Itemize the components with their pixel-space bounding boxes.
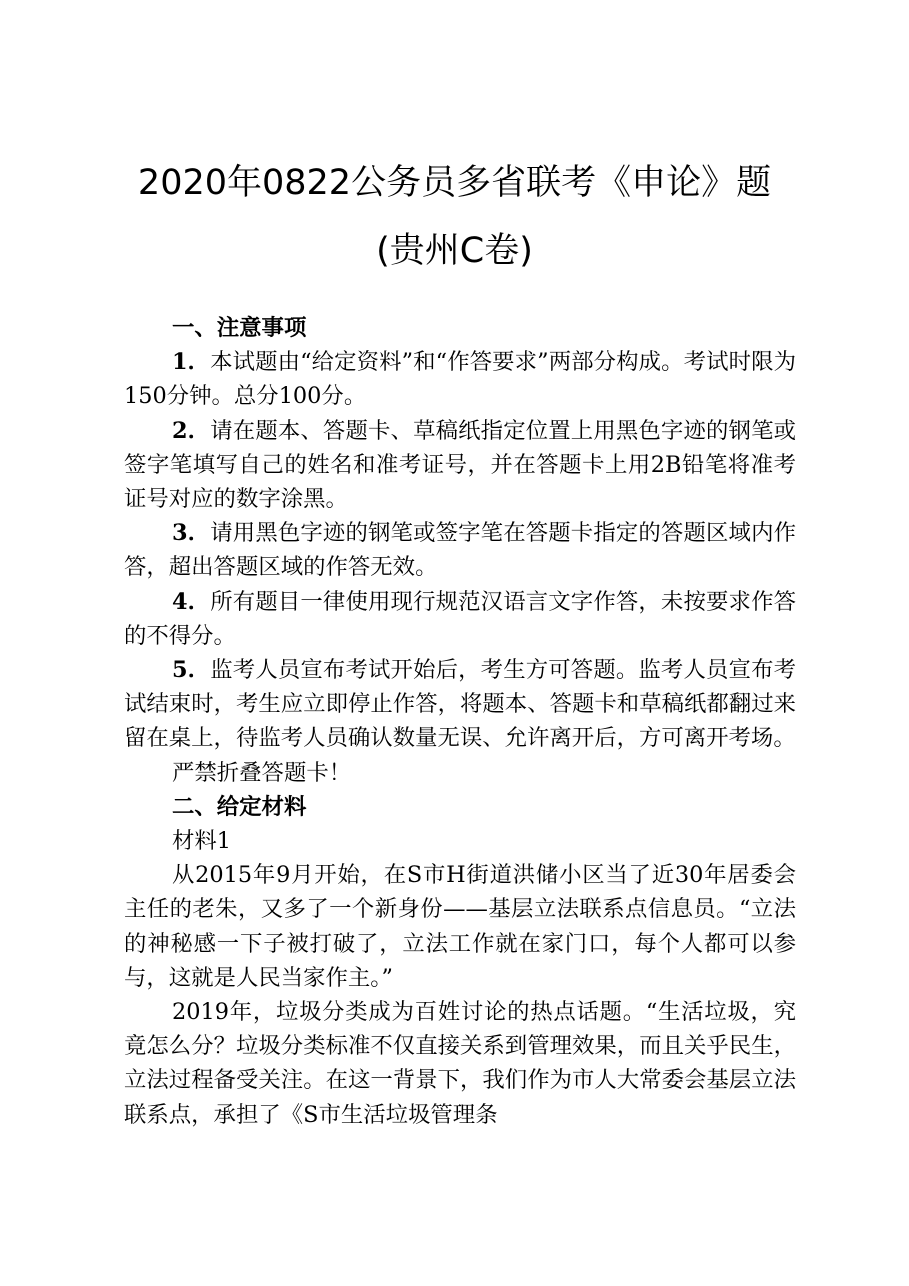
notice-text: 监考人员宣布考试开始后，考生方可答题。监考人员宣布考试结束时，考生应立即停止作答，将题本、答题卡和草稿纸都翻过来留在桌上，待监考人员确认数量无误、允许离开后，方可离开考场。: [124, 657, 796, 752]
notice-item-4: [124, 585, 796, 653]
section-heading-notes: 一、注意事项: [172, 315, 307, 341]
notice-text: 请用黑色字迹的钢笔或签字笔在答题卡指定的答题区域内作答，超出答题区域的作答无效。: [124, 520, 796, 581]
document-subtitle: (贵州C卷): [376, 231, 533, 271]
notice-number: 4．: [172, 588, 211, 615]
section-heading-materials: 二、给定材料: [172, 793, 307, 820]
notice-item-2: [124, 414, 796, 517]
warning-text: 严禁折叠答题卡！: [172, 759, 352, 786]
notice-text: 请在题本、答题卡、草稿纸指定位置上用黑色字迹的钢笔或签字笔填写自己的姓名和准考证号，并在答题卡上用2B铅笔将准考证号对应的数字涂黑。: [124, 417, 796, 513]
document-title: 2020年0822公务员多省联考《申论》题: [137, 163, 772, 203]
notice-text: 本试题由“给定资料”和“作答要求”两部分构成。考试时限为150分钟。总分100分。: [124, 349, 796, 410]
notice-item-5: [124, 653, 796, 756]
material-label: 材料1: [172, 828, 232, 855]
document-body: [124, 311, 796, 1132]
notice-item-1: [124, 345, 796, 413]
notice-item-3: [124, 516, 796, 584]
notice-number: 1．: [172, 349, 211, 376]
notice-number: 3．: [172, 520, 211, 547]
notice-number: 2．: [172, 417, 211, 444]
material-paragraph: 从2015年9月开始，在S市H街道洪储小区当了近30年居委会主任的老朱，又多了一个新身份——基层立法联系点信息员。“立法的神秘感一下子被打破了，立法工作就在家门口，每个人都可以参与，这就是人民当家作主。”: [124, 862, 796, 991]
notice-text: 所有题目一律使用现行规范汉语言文字作答，未按要求作答的不得分。: [124, 588, 796, 649]
material-paragraph: 2019年，垃圾分类成为百姓讨论的热点话题。“生活垃圾，究竟怎么分？垃圾分类标准不仅直接关系到管理效果，而且关乎民生，立法过程备受关注。在这一背景下，我们作为市人大常委会基层立法联系点，承担了《S市生活垃圾管理条: [124, 999, 796, 1128]
notice-number: 5．: [172, 657, 211, 684]
